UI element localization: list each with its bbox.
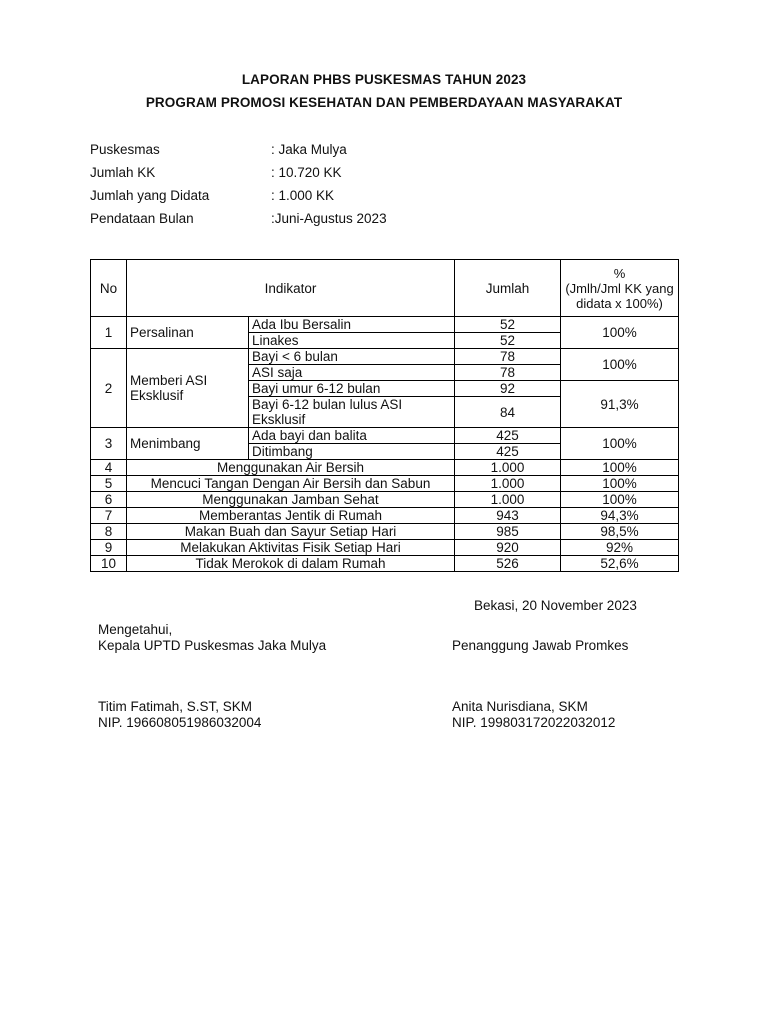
header-indikator: Indikator [127, 260, 455, 317]
row-percent: 100% [561, 476, 679, 492]
row-indikator: Memberi ASI Eksklusif [127, 349, 249, 428]
row-indikator: Menimbang [127, 428, 249, 460]
row-no: 3 [91, 428, 127, 460]
row-sub-indikator: Ditimbang [249, 444, 455, 460]
row-percent: 100% [561, 460, 679, 476]
report-title: LAPORAN PHBS PUSKESMAS TAHUN 2023 [241, 72, 527, 87]
row-jumlah: 52 [455, 333, 561, 349]
row-no: 9 [91, 540, 127, 556]
place-date: Bekasi, 20 November 2023 [474, 598, 637, 613]
row-jumlah: 425 [455, 444, 561, 460]
row-sub-indikator: Ada bayi dan balita [249, 428, 455, 444]
row-jumlah: 78 [455, 365, 561, 381]
table-row [91, 460, 679, 476]
info-value-jumlah-didata: : 1.000 KK [271, 188, 335, 203]
table-row [91, 540, 679, 556]
row-no: 7 [91, 508, 127, 524]
row-jumlah: 1.000 [455, 460, 561, 476]
row-percent: 100% [561, 428, 679, 460]
info-value-puskesmas: : Jaka Mulya [271, 142, 347, 157]
row-jumlah: 425 [455, 428, 561, 444]
row-percent: 91,3% [561, 381, 679, 428]
row-indikator: Mencuci Tangan Dengan Air Bersih dan Sabun [127, 476, 455, 492]
row-percent: 98,5% [561, 524, 679, 540]
info-label-jumlah-didata: Jumlah yang Didata [90, 188, 210, 203]
row-jumlah: 943 [455, 508, 561, 524]
table-row [91, 428, 679, 444]
row-no: 1 [91, 317, 127, 349]
header-no: No [91, 260, 127, 317]
row-no: 6 [91, 492, 127, 508]
row-percent: 100% [561, 492, 679, 508]
row-sub-indikator: Linakes [249, 333, 455, 349]
table-header-row [91, 260, 679, 317]
row-jumlah: 526 [455, 556, 561, 572]
table-row [91, 492, 679, 508]
row-sub-indikator: ASI saja [249, 365, 455, 381]
row-indikator: Menggunakan Air Bersih [127, 460, 455, 476]
row-no: 8 [91, 524, 127, 540]
row-sub-indikator: Ada Ibu Bersalin [249, 317, 455, 333]
left-signer-nip: NIP. 196608051986032004 [98, 715, 262, 730]
info-label-pendataan-bulan: Pendataan Bulan [90, 211, 194, 226]
row-percent: 100% [561, 317, 679, 349]
table-row [91, 349, 679, 365]
row-jumlah: 84 [455, 397, 561, 428]
row-indikator: Menggunakan Jamban Sehat [127, 492, 455, 508]
phbs-table [90, 259, 679, 572]
table-row [91, 524, 679, 540]
row-no: 2 [91, 349, 127, 428]
row-percent: 52,6% [561, 556, 679, 572]
row-indikator: Persalinan [127, 317, 249, 349]
table-row [91, 508, 679, 524]
row-jumlah: 78 [455, 349, 561, 365]
row-sub-indikator: Bayi < 6 bulan [249, 349, 455, 365]
row-no: 5 [91, 476, 127, 492]
header-jumlah: Jumlah [455, 260, 561, 317]
row-indikator: Tidak Merokok di dalam Rumah [127, 556, 455, 572]
header-percent-symbol: % [613, 265, 626, 281]
header-percent [561, 260, 679, 317]
right-signer-name: Anita Nurisdiana, SKM [452, 699, 588, 714]
info-label-jumlah-kk: Jumlah KK [90, 165, 156, 180]
row-sub-indikator: Bayi 6-12 bulan lulus ASI Eksklusif [249, 397, 455, 428]
acknowledged-label: Mengetahui, [98, 622, 173, 637]
right-signer-nip: NIP. 199803172022032012 [452, 715, 616, 730]
row-jumlah: 920 [455, 540, 561, 556]
row-percent: 94,3% [561, 508, 679, 524]
row-jumlah: 52 [455, 317, 561, 333]
row-no: 10 [91, 556, 127, 572]
row-jumlah: 985 [455, 524, 561, 540]
report-subtitle: PROGRAM PROMOSI KESEHATAN DAN PEMBERDAYAAN MASYARAKAT [145, 95, 623, 110]
table-row [91, 476, 679, 492]
row-indikator: Memberantas Jentik di Rumah [127, 508, 455, 524]
info-label-puskesmas: Puskesmas [90, 142, 160, 157]
row-percent: 92% [561, 540, 679, 556]
row-jumlah: 1.000 [455, 476, 561, 492]
row-sub-indikator: Bayi umur 6-12 bulan [249, 381, 455, 397]
left-signer-name: Titim Fatimah, S.ST, SKM [98, 699, 253, 714]
table-row [91, 556, 679, 572]
right-signer-role: Penanggung Jawab Promkes [452, 638, 629, 653]
row-indikator: Makan Buah dan Sayur Setiap Hari [127, 524, 455, 540]
row-jumlah: 92 [455, 381, 561, 397]
row-no: 4 [91, 460, 127, 476]
left-signer-role: Kepala UPTD Puskesmas Jaka Mulya [98, 638, 327, 653]
header-percent-formula: (Jmlh/Jml KK yang didata x 100%) [565, 280, 674, 311]
table-row [91, 317, 679, 333]
info-value-pendataan-bulan: :Juni-Agustus 2023 [271, 211, 387, 226]
row-jumlah: 1.000 [455, 492, 561, 508]
row-indikator: Melakukan Aktivitas Fisik Setiap Hari [127, 540, 455, 556]
info-value-jumlah-kk: : 10.720 KK [271, 165, 342, 180]
row-percent: 100% [561, 349, 679, 381]
